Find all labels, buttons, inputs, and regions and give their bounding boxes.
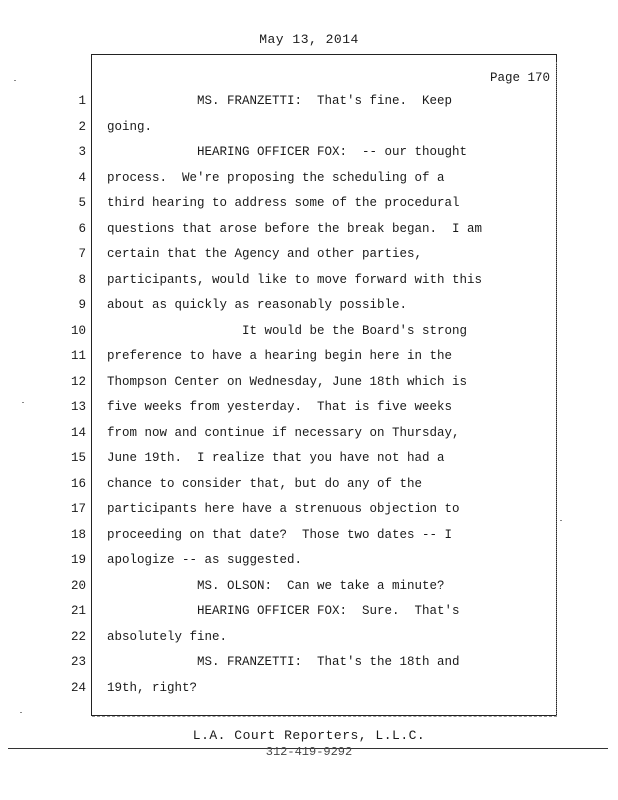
transcript-line: going.: [107, 119, 153, 134]
line-number: 1: [78, 94, 86, 108]
line-number: 23: [70, 655, 86, 669]
line-number: 4: [78, 170, 86, 185]
scan-speck: [20, 712, 22, 713]
page-number: Page 170: [489, 71, 550, 85]
line-number: 24: [70, 680, 86, 695]
transcript-line: participants here have a strenuous objection to: [107, 502, 460, 516]
line-number: 5: [78, 196, 86, 210]
footer-company: L.A. Court Reporters, L.L.C.: [192, 728, 426, 743]
transcript-line: apologize -- as suggested.: [107, 553, 303, 567]
transcript-line: It would be the Board's strong: [107, 323, 468, 338]
transcript-line: HEARING OFFICER FOX: Sure. That's: [107, 604, 460, 618]
line-number: 6: [78, 221, 86, 236]
transcript-line: proceeding on that date? Those two dates -- I: [107, 527, 453, 542]
transcript-line: absolutely fine.: [107, 629, 228, 644]
transcript-line: June 19th. I realize that you have not had a: [107, 451, 445, 465]
line-number: 11: [70, 349, 86, 363]
line-number: 14: [70, 425, 86, 440]
line-number: 22: [70, 629, 86, 644]
transcript-line: five weeks from yesterday. That is five weeks: [107, 400, 453, 414]
frame-bottom-scan-artifact: [92, 716, 557, 717]
transcript-line: chance to consider that, but do any of the: [107, 476, 423, 491]
scan-speck: [14, 80, 16, 81]
transcript-line: about as quickly as reasonably possible.: [107, 298, 408, 312]
frame-edge-artifact: [556, 62, 560, 716]
line-number: 17: [70, 502, 86, 516]
scan-speck: [560, 520, 562, 521]
transcript-line: questions that arose before the break began. I am: [107, 221, 483, 236]
line-number: 19: [70, 553, 86, 567]
line-number: 15: [70, 451, 86, 465]
scan-speck: [22, 402, 24, 403]
transcript-line: HEARING OFFICER FOX: -- our thought: [107, 145, 468, 159]
transcript-line: 19th, right?: [107, 680, 198, 695]
line-number: 21: [70, 604, 86, 618]
line-number: 18: [70, 527, 86, 542]
line-number: 8: [78, 272, 86, 287]
line-number: 3: [78, 145, 86, 159]
line-number: 20: [70, 578, 86, 593]
transcript-line: MS. FRANZETTI: That's the 18th and: [107, 655, 460, 669]
line-number-column: [64, 89, 86, 701]
footer-phone: 312-419-9292: [265, 745, 353, 759]
transcript-line: MS. FRANZETTI: That's fine. Keep: [107, 94, 453, 108]
transcript-body: [107, 89, 537, 701]
transcript-line: from now and continue if necessary on Thursday,: [107, 425, 460, 440]
line-number: 10: [70, 323, 86, 338]
transcript-line: certain that the Agency and other parties,: [107, 247, 423, 261]
line-number: 2: [78, 119, 86, 134]
transcript-line: process. We're proposing the scheduling of a: [107, 170, 445, 185]
line-number: 16: [70, 476, 86, 491]
transcript-line: participants, would like to move forward with this: [107, 272, 483, 287]
transcript-line: preference to have a hearing begin here in the: [107, 349, 453, 363]
line-number: 12: [70, 374, 86, 389]
transcript-line: MS. OLSON: Can we take a minute?: [107, 578, 445, 593]
line-number: 9: [78, 298, 86, 312]
line-number: 13: [70, 400, 86, 414]
transcript-line: Thompson Center on Wednesday, June 18th which is: [107, 374, 468, 389]
transcript-line: third hearing to address some of the procedural: [107, 196, 460, 210]
transcript-date: May 13, 2014: [259, 32, 359, 47]
line-number: 7: [78, 247, 86, 261]
